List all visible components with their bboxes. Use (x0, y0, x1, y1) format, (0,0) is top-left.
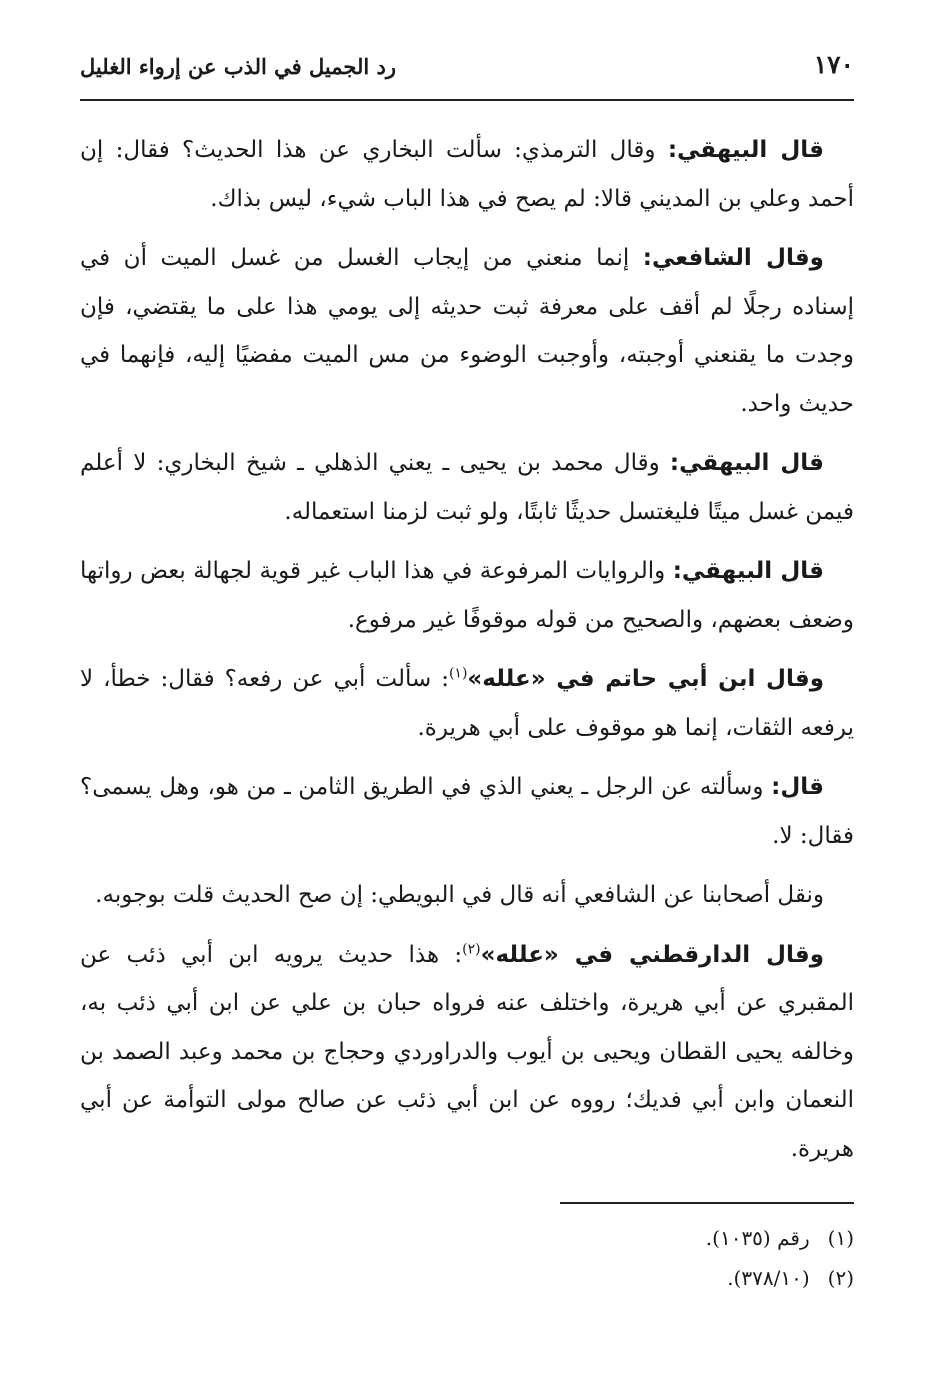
running-title: رد الجميل في الذب عن إرواء الغليل (80, 54, 396, 79)
paragraph-text: وقال الترمذي: سألت البخاري عن هذا الحديث؟ فقال: إن أحمد وعلي بن المديني قالا: لم يصح في هذا الباب شيء، ليس بذاك. (80, 137, 854, 212)
footnote (354, 1258, 854, 1298)
footnote-text: رقم (١٠٣٥). (705, 1226, 810, 1250)
paragraph (80, 126, 854, 223)
paragraph (80, 547, 854, 644)
footnote-rule (560, 1202, 854, 1204)
paragraph-lead: قال البيهقي: (667, 137, 824, 163)
page-header (80, 50, 854, 90)
paragraph-lead: قال البيهقي: (669, 450, 824, 476)
paragraph (80, 931, 854, 1174)
paragraph-lead: وقال الشافعي: (642, 245, 824, 271)
paragraph-lead: قال: (771, 774, 824, 800)
paragraph (80, 763, 854, 860)
paragraph-text: والروايات المرفوعة في هذا الباب غير قوية لجهالة بعض رواتها وضعف بعضهم، والصحيح من قوله موقوفًا غير مرفوع. (80, 558, 854, 633)
footnotes (354, 1218, 854, 1298)
paragraph-text: وقال محمد بن يحيى ـ يعني الذهلي ـ شيخ البخاري: لا أعلم فيمن غسل ميتًا فليغتسل حديثًا ثابتًا، ولو ثبت لزمنا استعماله. (80, 450, 854, 525)
footnote-reference[interactable]: (٢) (462, 940, 481, 957)
paragraph-lead: وقال ابن أبي حاتم في «علله» (467, 666, 824, 692)
page-number: ١٧٠ (813, 50, 854, 79)
paragraph (80, 655, 854, 752)
header-rule (80, 99, 854, 101)
footnote-text: (٣٧٨/١٠). (727, 1266, 810, 1290)
paragraph (80, 234, 854, 428)
paragraph-text: ونقل أصحابنا عن الشافعي أنه قال في البويطي: إن صح الحديث قلت بوجوبه. (95, 882, 824, 908)
paragraph (80, 439, 854, 536)
paragraph-text: : سألت أبي عن رفعه؟ فقال: خطأ، لا يرفعه الثقات، إنما هو موقوف على أبي هريرة. (80, 666, 854, 741)
body-text (80, 126, 854, 1184)
paragraph-text: : هذا حديث يرويه ابن أبي ذئب عن المقبري عن أبي هريرة، واختلف عنه فرواه حبان بن علي عن ابن أبي ذئب به، وخالفه يحيى القطان ويحيى بن أيوب والدراوردي وحجاج بن محمد وعبد الصمد بن النعمان وابن أبي فديك؛ رووه عن ابن أبي ذئب عن صالح مولى التوأمة عن أبي هريرة. (80, 941, 854, 1162)
paragraph (80, 871, 854, 920)
footnote-number: (٢) (827, 1266, 854, 1290)
footnote (354, 1218, 854, 1258)
paragraph-lead: وقال الدارقطني في «علله» (480, 941, 825, 968)
paragraph-lead: قال البيهقي: (672, 558, 824, 584)
footnote-number: (١) (827, 1226, 854, 1250)
paragraph-text: إنما منعني من إيجاب الغسل من غسل الميت أن في إسناده رجلًا لم أقف على معرفة ثبت حديثه إلى يومي هذا على ما يقتضي، فإن وجدت ما يقنعني أوجبته، وأوجبت الوضوء من مس الميت مفضيًا إليه، فإنهما في حديث واحد. (80, 245, 854, 417)
paragraph-text: وسألته عن الرجل ـ يعني الذي في الطريق الثامن ـ من هو، وهل يسمى؟ فقال: لا. (80, 774, 854, 849)
footnote-reference[interactable]: (١) (448, 665, 468, 682)
